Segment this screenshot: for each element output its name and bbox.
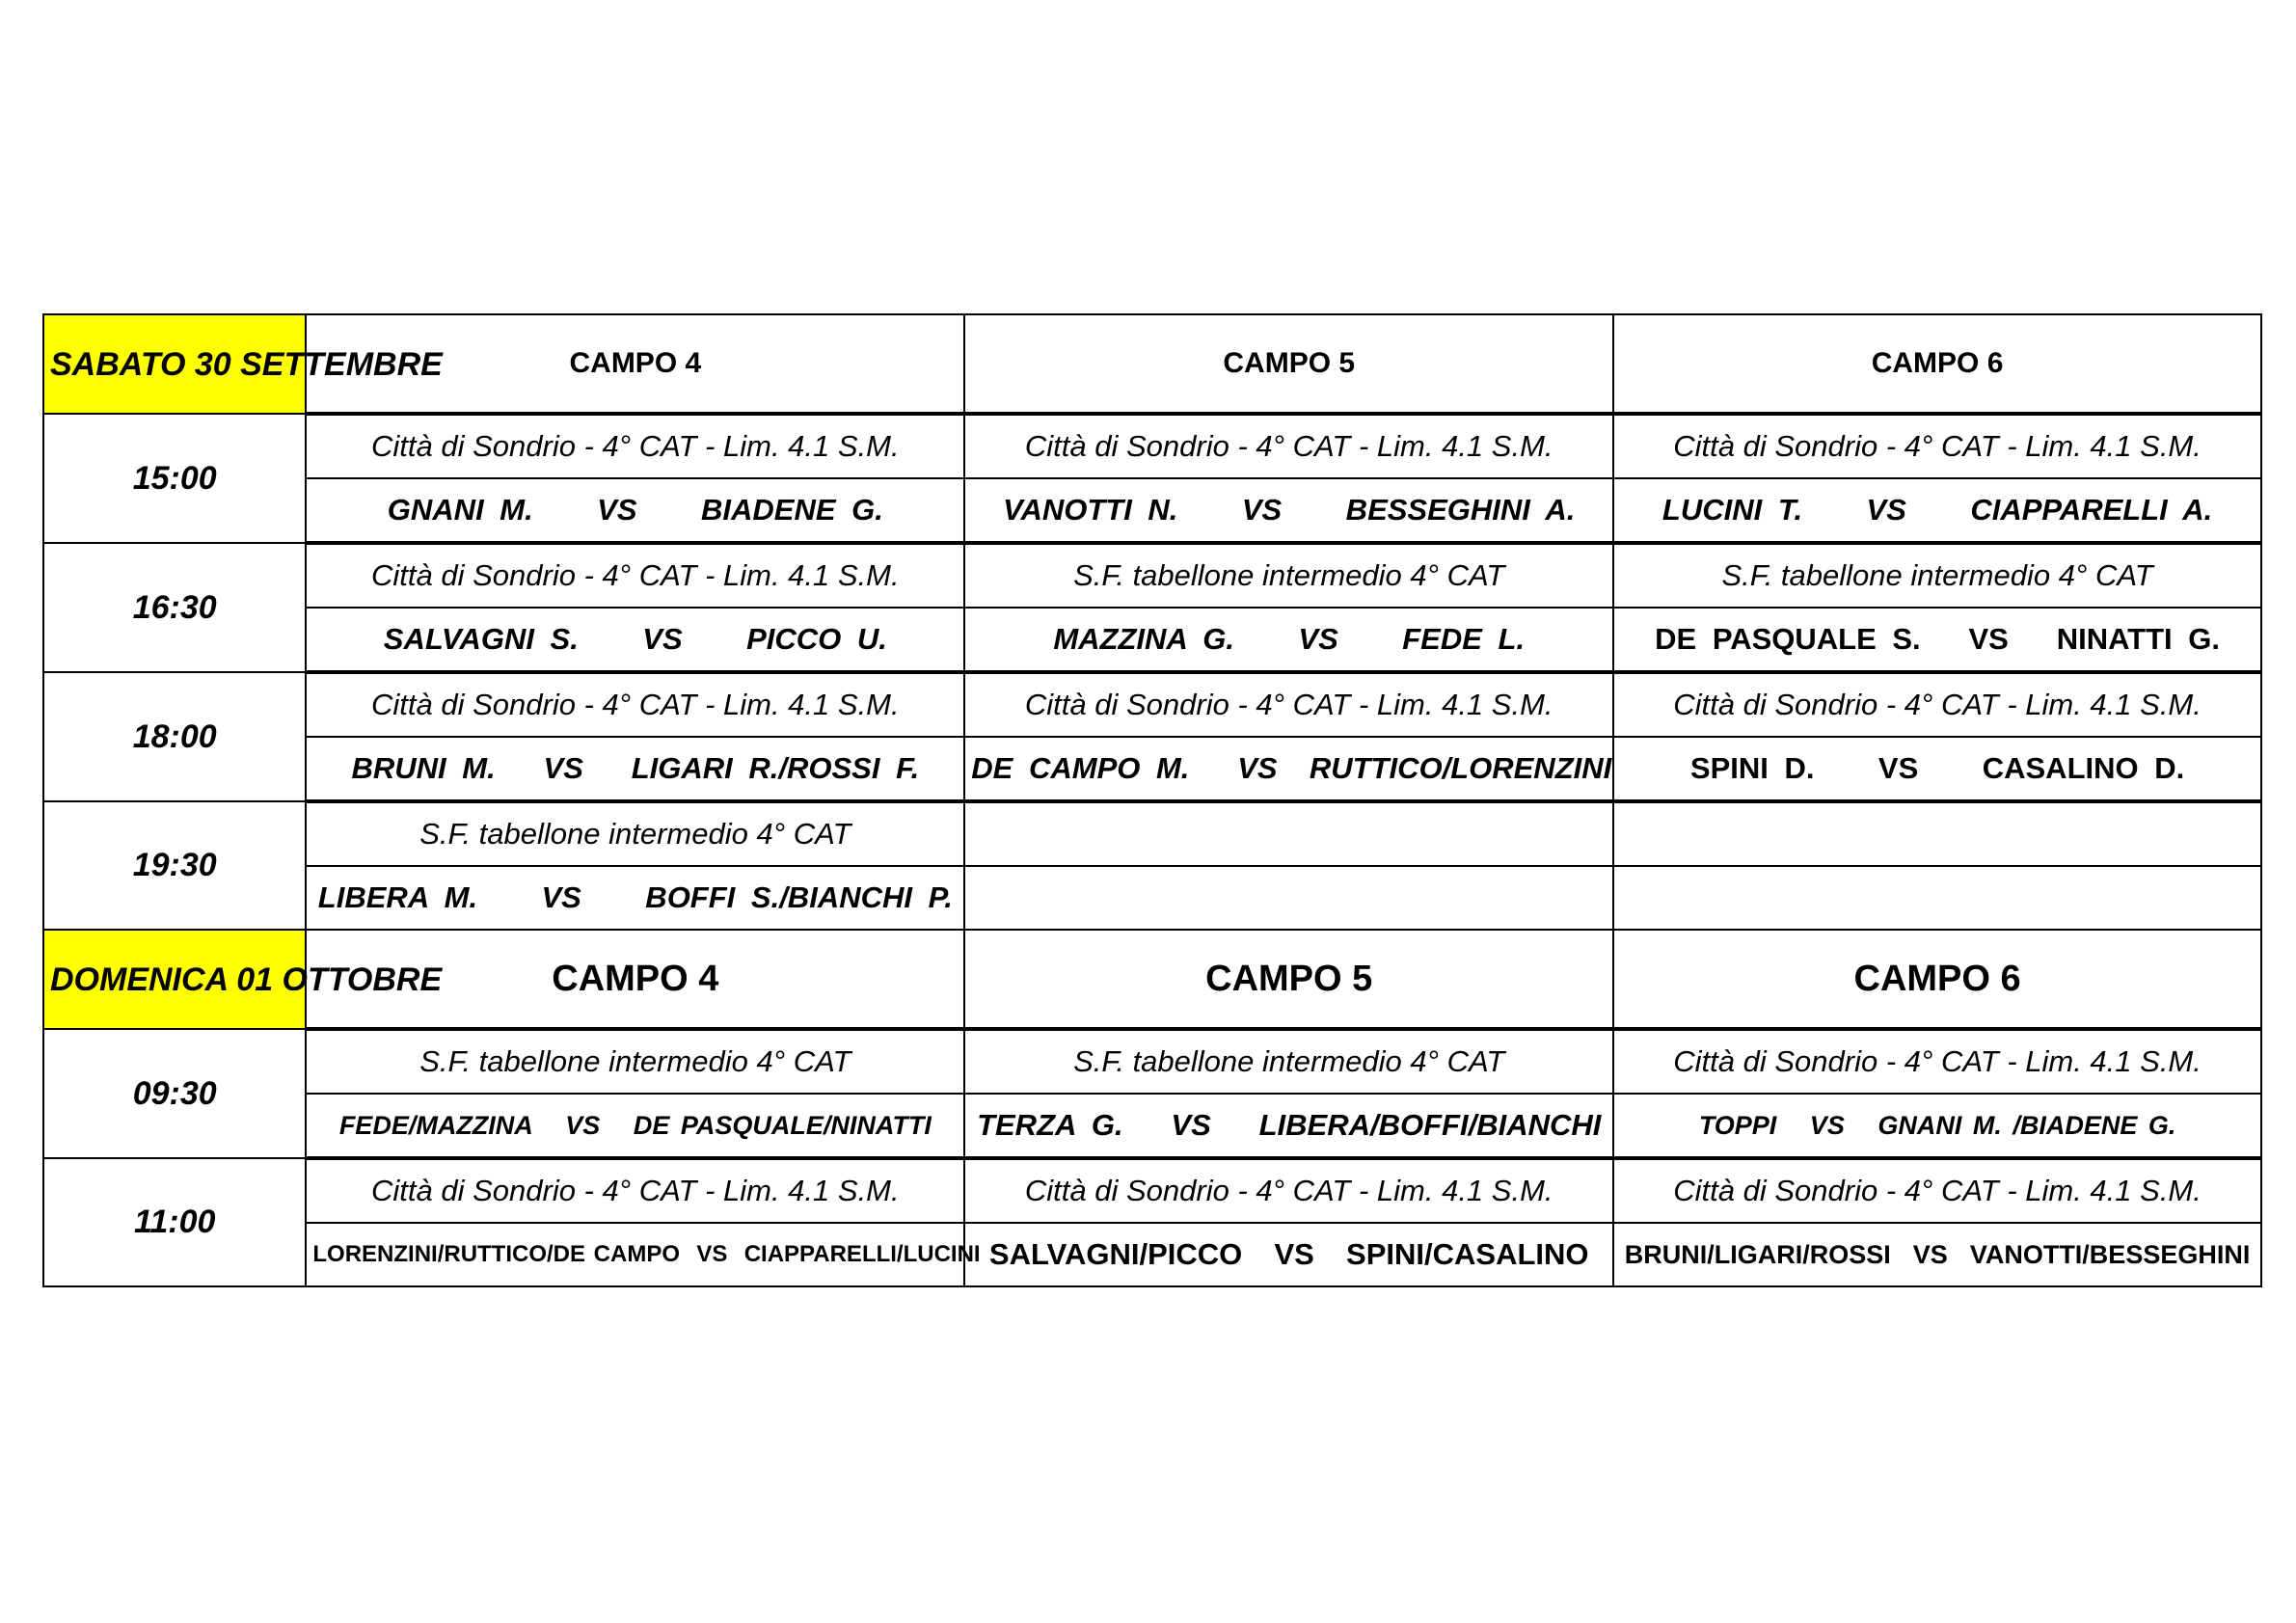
schedule-table xyxy=(42,313,2262,1287)
tournament-label: Città di Sondrio - 4° CAT - Lim. 4.1 S.M. xyxy=(1613,414,2261,478)
match-pairing: BRUNI/LIGARI/ROSSI VS VANOTTI/BESSEGHINI xyxy=(1613,1223,2261,1286)
slot-match-row xyxy=(43,1223,2261,1286)
match-pairing: GNANI M. VS BIADENE G. xyxy=(306,478,964,543)
tournament-label: S.F. tabellone intermedio 4° CAT xyxy=(1613,543,2261,608)
match-pairing: FEDE/MAZZINA VS DE PASQUALE/NINATTI xyxy=(306,1094,964,1158)
tournament-label: Città di Sondrio - 4° CAT - Lim. 4.1 S.M. xyxy=(1613,672,2261,737)
tournament-label: Città di Sondrio - 4° CAT - Lim. 4.1 S.M. xyxy=(964,414,1613,478)
slot-tournament-row xyxy=(43,1158,2261,1223)
match-pairing: LIBERA M. VS BOFFI S./BIANCHI P. xyxy=(306,866,964,930)
tournament-label: Città di Sondrio - 4° CAT - Lim. 4.1 S.M. xyxy=(964,672,1613,737)
time-slot: 19:30 xyxy=(43,801,306,930)
tournament-label: Città di Sondrio - 4° CAT - Lim. 4.1 S.M. xyxy=(306,672,964,737)
slot-match-row xyxy=(43,1094,2261,1158)
campo-header: CAMPO 5 xyxy=(964,314,1613,414)
tournament-label xyxy=(964,801,1613,866)
campo-header: CAMPO 4 xyxy=(306,314,964,414)
time-slot: 11:00 xyxy=(43,1158,306,1286)
tournament-label: Città di Sondrio - 4° CAT - Lim. 4.1 S.M. xyxy=(1613,1158,2261,1223)
slot-tournament-row xyxy=(43,414,2261,478)
day-label: SABATO 30 SETTEMBRE xyxy=(43,314,306,414)
tournament-label: Città di Sondrio - 4° CAT - Lim. 4.1 S.M. xyxy=(306,543,964,608)
slot-match-row xyxy=(43,478,2261,543)
slot-tournament-row xyxy=(43,801,2261,866)
tournament-label: S.F. tabellone intermedio 4° CAT xyxy=(964,1029,1613,1094)
tournament-label: Città di Sondrio - 4° CAT - Lim. 4.1 S.M. xyxy=(306,1158,964,1223)
campo-header: CAMPO 5 xyxy=(964,930,1613,1029)
slot-tournament-row xyxy=(43,1029,2261,1094)
slot-tournament-row xyxy=(43,543,2261,608)
slot-match-row xyxy=(43,608,2261,672)
match-pairing: VANOTTI N. VS BESSEGHINI A. xyxy=(964,478,1613,543)
match-pairing: DE PASQUALE S. VS NINATTI G. xyxy=(1613,608,2261,672)
match-pairing: BRUNI M. VS LIGARI R./ROSSI F. xyxy=(306,737,964,801)
day-header-row xyxy=(43,314,2261,414)
tournament-label: Città di Sondrio - 4° CAT - Lim. 4.1 S.M. xyxy=(306,414,964,478)
match-pairing xyxy=(964,866,1613,930)
campo-header: CAMPO 6 xyxy=(1613,930,2261,1029)
slot-match-row xyxy=(43,866,2261,930)
tournament-label xyxy=(1613,801,2261,866)
match-pairing: MAZZINA G. VS FEDE L. xyxy=(964,608,1613,672)
match-pairing: SALVAGNI/PICCO VS SPINI/CASALINO xyxy=(964,1223,1613,1286)
match-pairing: SPINI D. VS CASALINO D. xyxy=(1613,737,2261,801)
time-slot: 16:30 xyxy=(43,543,306,672)
time-slot: 18:00 xyxy=(43,672,306,801)
match-pairing: LUCINI T. VS CIAPPARELLI A. xyxy=(1613,478,2261,543)
campo-header: CAMPO 6 xyxy=(1613,314,2261,414)
tournament-label: S.F. tabellone intermedio 4° CAT xyxy=(306,801,964,866)
match-pairing: TERZA G. VS LIBERA/BOFFI/BIANCHI xyxy=(964,1094,1613,1158)
slot-match-row xyxy=(43,737,2261,801)
day-header-row xyxy=(43,930,2261,1029)
match-pairing xyxy=(1613,866,2261,930)
match-pairing: LORENZINI/RUTTICO/DE CAMPO VS CIAPPARELLI/LUCINI xyxy=(306,1223,964,1286)
tournament-label: Città di Sondrio - 4° CAT - Lim. 4.1 S.M. xyxy=(964,1158,1613,1223)
tournament-label: S.F. tabellone intermedio 4° CAT xyxy=(306,1029,964,1094)
match-pairing: TOPPI VS GNANI M. /BIADENE G. xyxy=(1613,1094,2261,1158)
tournament-label: Città di Sondrio - 4° CAT - Lim. 4.1 S.M. xyxy=(1613,1029,2261,1094)
time-slot: 15:00 xyxy=(43,414,306,543)
time-slot: 09:30 xyxy=(43,1029,306,1158)
campo-header: CAMPO 4 xyxy=(306,930,964,1029)
slot-tournament-row xyxy=(43,672,2261,737)
match-pairing: SALVAGNI S. VS PICCO U. xyxy=(306,608,964,672)
tournament-label: S.F. tabellone intermedio 4° CAT xyxy=(964,543,1613,608)
match-pairing: DE CAMPO M. VS RUTTICO/LORENZINI xyxy=(964,737,1613,801)
day-label: DOMENICA 01 OTTOBRE xyxy=(43,930,306,1029)
